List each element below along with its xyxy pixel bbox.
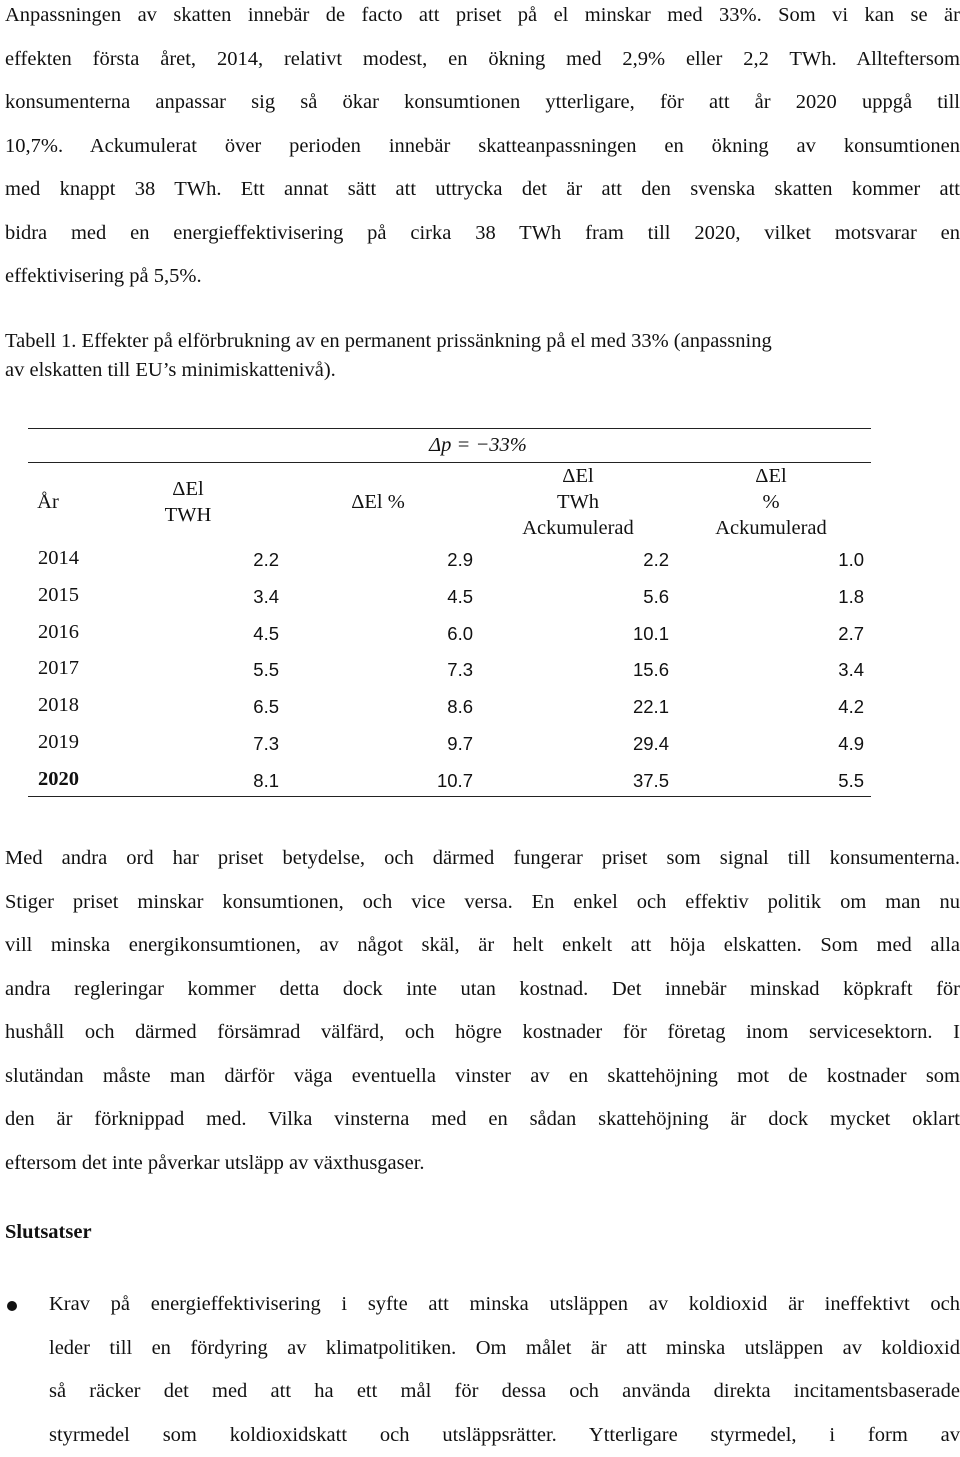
column-header-acc-twh [503,463,653,541]
text-line: leder till en fördyring av klimatpolitiken. Om målet är att minska utsläppen av koldioxid [49,1327,960,1371]
cell-el-pct: 8.6 [447,696,473,718]
cell-acc-pct: 4.2 [838,696,864,718]
text-line: eftersom det inte påverkar utsläpp av växthusgaser. [5,1142,960,1186]
header-line: % [696,489,846,515]
text-line: Krav på energieffektivisering i syfte att minska utsläppen av koldioxid är ineffektivt och [49,1283,960,1327]
cell-el-pct: 7.3 [447,659,473,681]
cell-el-twh: 2.2 [253,549,279,571]
column-header-year [28,489,68,515]
cell-el-pct: 6.0 [447,623,473,645]
text-line: 10,7%. Ackumulerat över perioden innebär skatteanpassningen en ökning av konsumtionen [5,125,960,169]
cell-acc-pct: 1.0 [838,549,864,571]
results-table [28,428,871,796]
text-line: andra regleringar kommer detta dock inte utan kostnad. Det innebär minskad köpkraft för [5,968,960,1012]
paragraph-discussion [5,837,960,1185]
paragraph-intro [5,0,960,299]
header-line: TWH [143,502,233,528]
text-line: så räcker det med att ha ett mål för dessa och använda direkta incitamentsbaserade [49,1370,960,1414]
cell-acc-pct: 1.8 [838,586,864,608]
text-line: vill minska energikonsumtionen, av något skäl, är helt enkelt att höja elskatten. Som med alla [5,924,960,968]
text-line: effekten första året, 2014, relativt modest, en ökning med 2,9% eller 2,2 TWh. Allteftersom [5,38,960,82]
text-line: Med andra ord har priset betydelse, och därmed fungerar priset som signal till konsumenterna. [5,837,960,881]
cell-year: 2014 [38,547,79,570]
cell-acc-twh: 15.6 [633,659,669,681]
cell-el-twh: 3.4 [253,586,279,608]
cell-year: 2020 [38,768,79,791]
text-line: slutändan måste man därför väga eventuella vinster av en skattehöjning mot de kostnader som [5,1055,960,1099]
cell-year: 2018 [38,694,79,717]
table-caption [5,327,960,385]
cell-acc-twh: 2.2 [643,549,669,571]
header-line: ΔEl % [351,491,405,513]
section-heading-slutsatser: Slutsatser [5,1221,92,1244]
cell-year: 2015 [38,584,79,607]
text-line: bidra med en energieffektivisering på cirka 38 TWh fram till 2020, vilket motsvarar en [5,212,960,256]
text-line: med knappt 38 TWh. Ett annat sätt att uttrycka det är att den svenska skatten kommer att [5,168,960,212]
header-line: ΔEl [696,463,846,489]
cell-acc-twh: 37.5 [633,770,669,792]
cell-acc-pct: 4.9 [838,733,864,755]
cell-acc-twh: 22.1 [633,696,669,718]
header-line: ΔEl [503,463,653,489]
cell-el-twh: 8.1 [253,770,279,792]
column-header-el-pct [328,489,428,515]
text-line: den är förknippad med. Vilka vinsterna med en sådan skattehöjning är dock mycket oklart [5,1098,960,1142]
text-line: styrmedel som koldioxidskatt och utsläppsrätter. Ytterligare styrmedel, i form av [49,1414,960,1457]
text-line: Stiger priset minskar konsumtionen, och vice versa. En enkel och effektiv politik om man nu [5,881,960,925]
text-line: konsumenterna anpassar sig så ökar konsumtionen ytterligare, för att år 2020 uppgå till [5,81,960,125]
bullet-item [49,1283,960,1457]
cell-el-twh: 4.5 [253,623,279,645]
cell-el-pct: 4.5 [447,586,473,608]
header-line: Ackumulerad [696,515,846,541]
bullet-point-icon [7,1301,17,1311]
cell-el-pct: 10.7 [437,770,473,792]
column-header-year-text: År [37,491,59,513]
cell-el-twh: 5.5 [253,659,279,681]
cell-acc-pct: 5.5 [838,770,864,792]
cell-acc-twh: 29.4 [633,733,669,755]
table-top-rule [28,428,871,429]
group-header-delta-p [378,432,578,458]
cell-acc-twh: 10.1 [633,623,669,645]
text-line: hushåll och därmed försämrad välfärd, och högre kostnader för företag inom servicesektorn. I [5,1011,960,1055]
cell-year: 2016 [38,621,79,644]
table-bottom-rule [28,796,871,797]
cell-year: 2017 [38,657,79,680]
cell-acc-twh: 5.6 [643,586,669,608]
cell-acc-pct: 2.7 [838,623,864,645]
header-line: Ackumulerad [503,515,653,541]
cell-el-pct: 2.9 [447,549,473,571]
header-line: ΔEl [143,476,233,502]
caption-line: av elskatten till EU’s minimiskattenivå). [5,356,960,385]
text-line: effektivisering på 5,5%. [5,255,960,299]
column-header-acc-pct [696,463,846,541]
caption-line: Tabell 1. Effekter på elförbrukning av en permanent prissänkning på el med 33% (anpassning [5,327,960,356]
text-line: Anpassningen av skatten innebär de facto att priset på el minskar med 33%. Som vi kan se är [5,0,960,38]
column-header-el-twh [143,476,233,528]
cell-year: 2019 [38,731,79,754]
cell-el-pct: 9.7 [447,733,473,755]
header-line: TWh [503,489,653,515]
cell-el-twh: 6.5 [253,696,279,718]
cell-acc-pct: 3.4 [838,659,864,681]
cell-el-twh: 7.3 [253,733,279,755]
group-header-text: Δp = −33% [429,434,527,456]
